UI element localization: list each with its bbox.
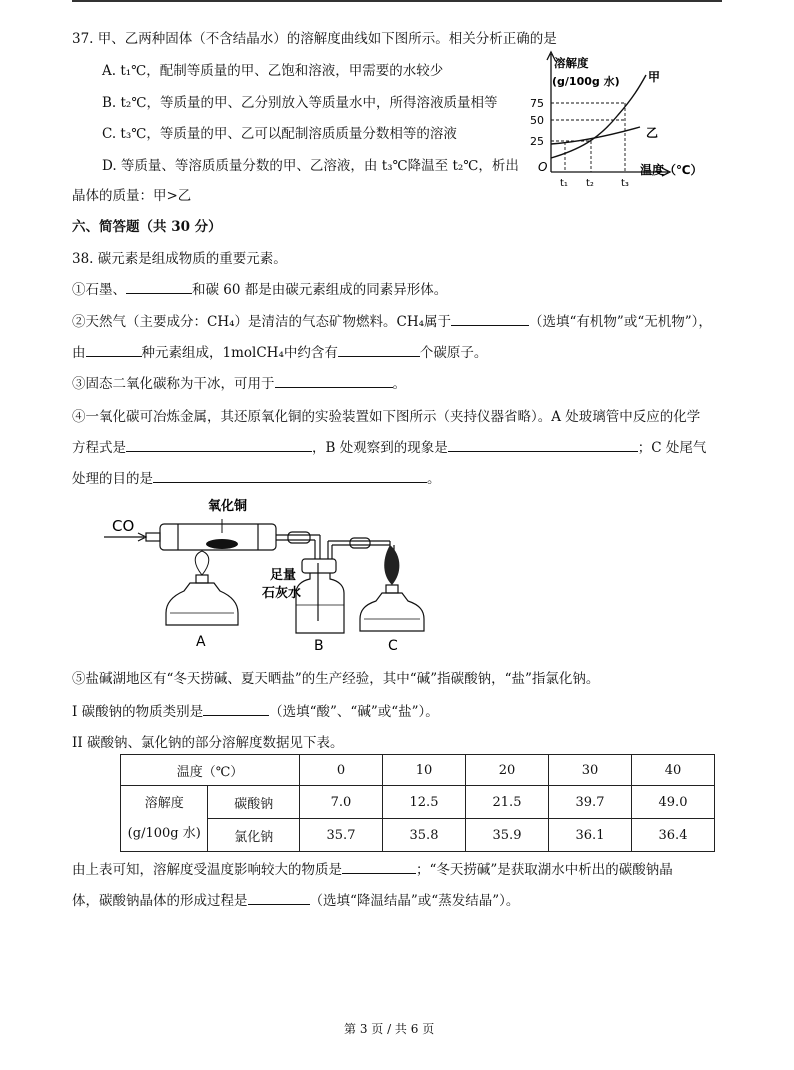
- q38-part2-d: 种元素组成，1molCH₄中约含有: [141, 345, 338, 361]
- curve-yi-label: 乙: [646, 126, 659, 140]
- q38-part4-b: 方程式是: [72, 440, 126, 456]
- table-row-name: 氯化钠: [208, 819, 300, 852]
- q38-part4-f: 。: [427, 471, 441, 487]
- burner-a: [166, 583, 238, 625]
- table-cell: 36.4: [632, 819, 715, 852]
- table-cell: 49.0: [632, 786, 715, 819]
- q37-option-a: A. t₁℃，配制等质量的甲、乙饱和溶液，甲需要的水较少: [102, 63, 444, 79]
- table-cell: 21.5: [466, 786, 549, 819]
- q37-option-d: D. 等质量、等溶质质量分数的甲、乙溶液，由 t₃℃降温至 t₂℃，析出: [102, 158, 519, 174]
- q37-option-b: B. t₂℃，等质量的甲、乙分别放入等质量水中，所得溶液质量相等: [102, 95, 498, 111]
- table-temp-20: 20: [466, 755, 549, 786]
- graph-ylabel-1: 溶解度: [554, 56, 589, 70]
- label-c: C: [388, 638, 398, 654]
- q38-part4-d: ；C 处尾气: [637, 440, 707, 456]
- label-b: B: [314, 638, 324, 654]
- table-temp-0: 0: [300, 755, 383, 786]
- answer-blank-5[interactable]: [275, 373, 393, 388]
- answer-blank-7[interactable]: [448, 437, 638, 452]
- curve-jia-label: 甲: [648, 70, 661, 84]
- q38-part1: [72, 278, 447, 298]
- label-a: A: [196, 634, 206, 650]
- graph-xlabel: 温度（℃）: [640, 163, 703, 177]
- q38-part3: [72, 372, 406, 392]
- solubility-graph: [528, 40, 728, 188]
- graph-ylabel-2: (g/100g 水): [552, 75, 620, 88]
- graph-xtick-t1: t₁: [560, 178, 568, 188]
- q38-part1-b: 和碳 60 都是由碳元素组成的同素异形体。: [192, 282, 448, 298]
- table-row-name: 碳酸钠: [208, 786, 300, 819]
- q38-part2-line1: [72, 310, 712, 330]
- graph-ytick-25: 25: [530, 135, 544, 148]
- q38-part4-line2: [72, 436, 706, 456]
- q37-option-c: C. t₃℃，等质量的甲、乙可以配制溶质质量分数相等的溶液: [102, 126, 457, 142]
- burner-c: [360, 593, 424, 631]
- cuo-label: 氧化铜: [208, 499, 248, 514]
- q38-conclusion-line2: [72, 889, 519, 909]
- table-cell: 35.9: [466, 819, 549, 852]
- graph-xtick-t3: t₃: [621, 178, 629, 188]
- q38-part4-line1: ④一氧化碳可冶炼金属，其还原氧化铜的实验装置如下图所示（夹持仪器省略）。A 处玻璃管中反应的化学: [72, 409, 701, 425]
- table-row-label: [121, 786, 208, 852]
- table-row-label-2: (g/100g 水): [127, 825, 201, 841]
- table-row-label-1: 溶解度: [144, 795, 184, 811]
- q38-conclusion-line1: [72, 858, 673, 878]
- q38-end-a: 由上表可知，溶解度受温度影响较大的物质是: [72, 862, 342, 878]
- q38-stem: 38. 碳元素是组成物质的重要元素。: [72, 251, 287, 267]
- answer-blank-1[interactable]: [126, 279, 192, 294]
- top-rule: [72, 0, 722, 2]
- graph-ytick-75: 75: [530, 97, 544, 110]
- q38-part4-e: 处理的目的是: [72, 471, 153, 487]
- table-cell: 39.7: [549, 786, 632, 819]
- answer-blank-3[interactable]: [86, 342, 142, 357]
- solubility-table: [120, 754, 715, 852]
- q38-part3-a: ③固态二氧化碳称为干冰，可用于: [72, 376, 275, 392]
- apparatus-diagram: [100, 493, 430, 655]
- answer-blank-9[interactable]: [203, 701, 269, 716]
- limewater-label-2: 石灰水: [262, 586, 302, 601]
- answer-blank-2[interactable]: [451, 311, 529, 326]
- q38-part5-I: [72, 700, 439, 720]
- flame-c: [384, 545, 399, 585]
- co-label: CO: [112, 517, 135, 535]
- table-cell: 36.1: [549, 819, 632, 852]
- graph-ytick-50: 50: [530, 114, 544, 127]
- table-temp-10: 10: [383, 755, 466, 786]
- answer-blank-4[interactable]: [338, 342, 420, 357]
- q37-option-d-cont: 晶体的质量：甲>乙: [72, 188, 192, 204]
- table-temp-30: 30: [549, 755, 632, 786]
- q38-part3-b: 。: [392, 376, 406, 392]
- q38-part4-c: ，B 处观察到的现象是: [312, 440, 448, 456]
- q38-part4-line3: [72, 467, 441, 487]
- q38-part2-e: 个碳原子。: [419, 345, 488, 361]
- graph-origin: O: [538, 160, 548, 174]
- table-cell: 35.8: [383, 819, 466, 852]
- q38-part2-c: 由: [72, 345, 86, 361]
- table-cell: 7.0: [300, 786, 383, 819]
- q38-part1-a: ①石墨、: [72, 282, 126, 298]
- section-title: 六、简答题（共 30 分）: [72, 219, 222, 235]
- answer-blank-11[interactable]: [248, 890, 310, 905]
- table-temp-40: 40: [632, 755, 715, 786]
- limewater-label-1: 足量: [270, 568, 297, 583]
- bottle-b: [296, 573, 344, 633]
- q38-end-d: （选填“降温结晶”或“蒸发结晶”）。: [309, 893, 520, 909]
- q38-part2-a: ②天然气（主要成分：CH₄）是清洁的气态矿物燃料。CH₄属于: [72, 314, 452, 330]
- table-header-temp: 温度（℃）: [121, 755, 300, 786]
- q38-part5-I-a: I 碳酸钠的物质类别是: [72, 704, 204, 720]
- graph-xtick-t2: t₂: [586, 178, 594, 188]
- page-footer: 第 3 页 / 共 6 页: [344, 1022, 435, 1036]
- answer-blank-10[interactable]: [342, 859, 416, 874]
- curve-yi: [551, 127, 640, 144]
- q38-part5-II: II 碳酸钠、氯化钠的部分溶解度数据见下表。: [72, 735, 344, 751]
- q38-part2-b: （选填“有机物”或“无机物”），: [529, 314, 712, 330]
- table-cell: 35.7: [300, 819, 383, 852]
- q38-end-b: ；“冬天捞碱”是获取湖水中析出的碳酸钠晶: [416, 862, 673, 878]
- q37-stem: 37. 甲、乙两种固体（不含结晶水）的溶解度曲线如下图所示。相关分析正确的是: [72, 31, 557, 47]
- answer-blank-8[interactable]: [153, 468, 427, 483]
- answer-blank-6[interactable]: [126, 437, 312, 452]
- q38-part5: ⑤盐碱湖地区有“冬天捞碱、夏天晒盐”的生产经验，其中“碱”指碳酸钠，“盐”指氯化钠。: [72, 671, 600, 687]
- q38-part5-I-b: （选填“酸”、“碱”或“盐”）。: [269, 704, 439, 720]
- q38-end-c: 体，碳酸钠晶体的形成过程是: [72, 893, 248, 909]
- q38-part2-line2: [72, 341, 487, 361]
- table-cell: 12.5: [383, 786, 466, 819]
